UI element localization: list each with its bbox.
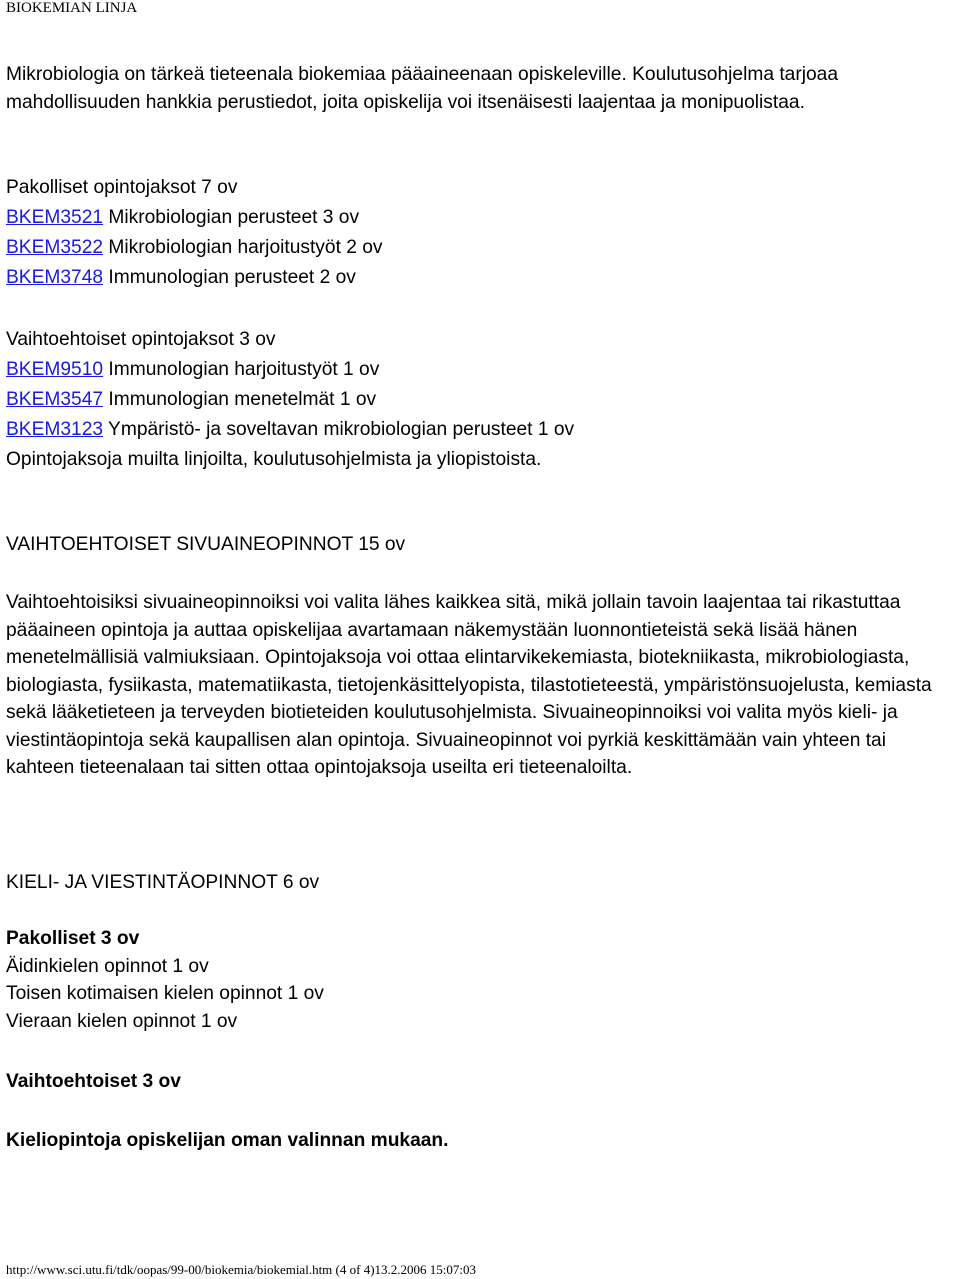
course-link-bkem3522[interactable]: BKEM3522 bbox=[6, 237, 104, 258]
minor-studies-heading: VAIHTOEHTOISET SIVUAINEOPINNOT 15 ov bbox=[6, 534, 406, 555]
language-mandatory-item: Äidinkielen opinnot 1 ov bbox=[6, 955, 209, 977]
language-optional-note-block bbox=[6, 1126, 956, 1156]
optional-courses-heading: Vaihtoehtoiset opintojaksot 3 ov bbox=[6, 329, 276, 350]
course-row bbox=[6, 385, 956, 415]
optional-courses-section bbox=[6, 325, 956, 475]
intro-paragraph: Mikrobiologia on tärkeä tieteenala biokemiaa pääaineenaan opiskeleville. Koulutusohjelma tarjoaa mahdollisuuden hankkia perustiedot, joita opiskelija voi itsenäisesti laajentaa ja monipuolistaa. bbox=[6, 64, 838, 113]
language-studies-section bbox=[6, 868, 956, 898]
mandatory-courses-section bbox=[6, 173, 956, 293]
course-row bbox=[6, 233, 956, 263]
course-link-bkem3521[interactable]: BKEM3521 bbox=[6, 207, 104, 228]
language-mandatory-item: Vieraan kielen opinnot 1 ov bbox=[6, 1010, 238, 1032]
course-link-bkem3748[interactable]: BKEM3748 bbox=[6, 267, 104, 288]
language-optional-heading: Vaihtoehtoiset 3 ov bbox=[6, 1071, 181, 1092]
language-optional-section bbox=[6, 1067, 956, 1097]
course-row bbox=[6, 355, 956, 385]
course-title: Ympäristö- ja soveltavan mikrobiologian perusteet 1 ov bbox=[108, 419, 575, 440]
course-title: Immunologian menetelmät 1 ov bbox=[108, 389, 377, 410]
language-optional-note: Kieliopintoja opiskelijan oman valinnan mukaan. bbox=[6, 1130, 449, 1151]
minor-studies-section bbox=[6, 530, 956, 560]
mandatory-courses-heading: Pakolliset opintojaksot 7 ov bbox=[6, 177, 238, 198]
minor-studies-body bbox=[6, 589, 956, 782]
course-link-bkem3123[interactable]: BKEM3123 bbox=[6, 419, 104, 440]
language-mandatory-heading: Pakolliset 3 ov bbox=[6, 928, 140, 949]
page-header: BIOKEMIAN LINJA bbox=[6, 0, 138, 16]
optional-courses-note: Opintojaksoja muilta linjoilta, koulutusohjelmista ja yliopistoista. bbox=[6, 449, 542, 470]
intro-section bbox=[6, 61, 956, 116]
language-mandatory-section bbox=[6, 925, 956, 1035]
language-mandatory-item: Toisen kotimaisen kielen opinnot 1 ov bbox=[6, 983, 324, 1004]
minor-studies-paragraph: Vaihtoehtoisiksi sivuaineopinnoiksi voi valita lähes kaikkea sitä, mikä jollain tavoin laajentaa tai rikastuttaa pääaineen opintoja ja auttaa opiskelijaa avartamaan näkemystään luonnontieteistä sekä lisää hänen menetelmällisiä valmiuksiaan. Opintojaksoja voi ottaa elintarvikekemiasta, biotekniikasta, mikrobiologiasta, biologiasta, fysiikasta, matematiikasta, tietojenkäsittelyopista, tilastotieteestä, ympäristönsuojelusta, kemiasta sekä lääketieteen ja terveyden biotieteiden koulutusohjelmista. Sivuaineopinnoiksi voi valita myös kieli- ja viestintäopintoja sekä kaupallisen alan opintoja. Sivuaineopinnot voi pyrkiä keskittämään vain yhteen tai kahteen tieteenalaan tai sitten ottaa opintojaksoja useilta eri tieteenaloilta. bbox=[6, 592, 932, 778]
course-title: Immunologian harjoitustyöt 1 ov bbox=[108, 359, 380, 380]
course-title: Immunologian perusteet 2 ov bbox=[108, 267, 356, 288]
course-row bbox=[6, 415, 956, 445]
course-title: Mikrobiologian harjoitustyöt 2 ov bbox=[108, 237, 383, 258]
course-row bbox=[6, 203, 956, 233]
page-footer-url: http://www.sci.utu.fi/tdk/oopas/99-00/biokemia/biokemial.htm (4 of 4)13.2.2006 15:07:03 bbox=[6, 1262, 476, 1277]
course-link-bkem3547[interactable]: BKEM3547 bbox=[6, 389, 104, 410]
course-link-bkem9510[interactable]: BKEM9510 bbox=[6, 359, 104, 380]
language-studies-heading: KIELI- JA VIESTINTÄOPINNOT 6 ov bbox=[6, 872, 320, 893]
course-row bbox=[6, 263, 956, 293]
course-title: Mikrobiologian perusteet 3 ov bbox=[108, 207, 360, 228]
